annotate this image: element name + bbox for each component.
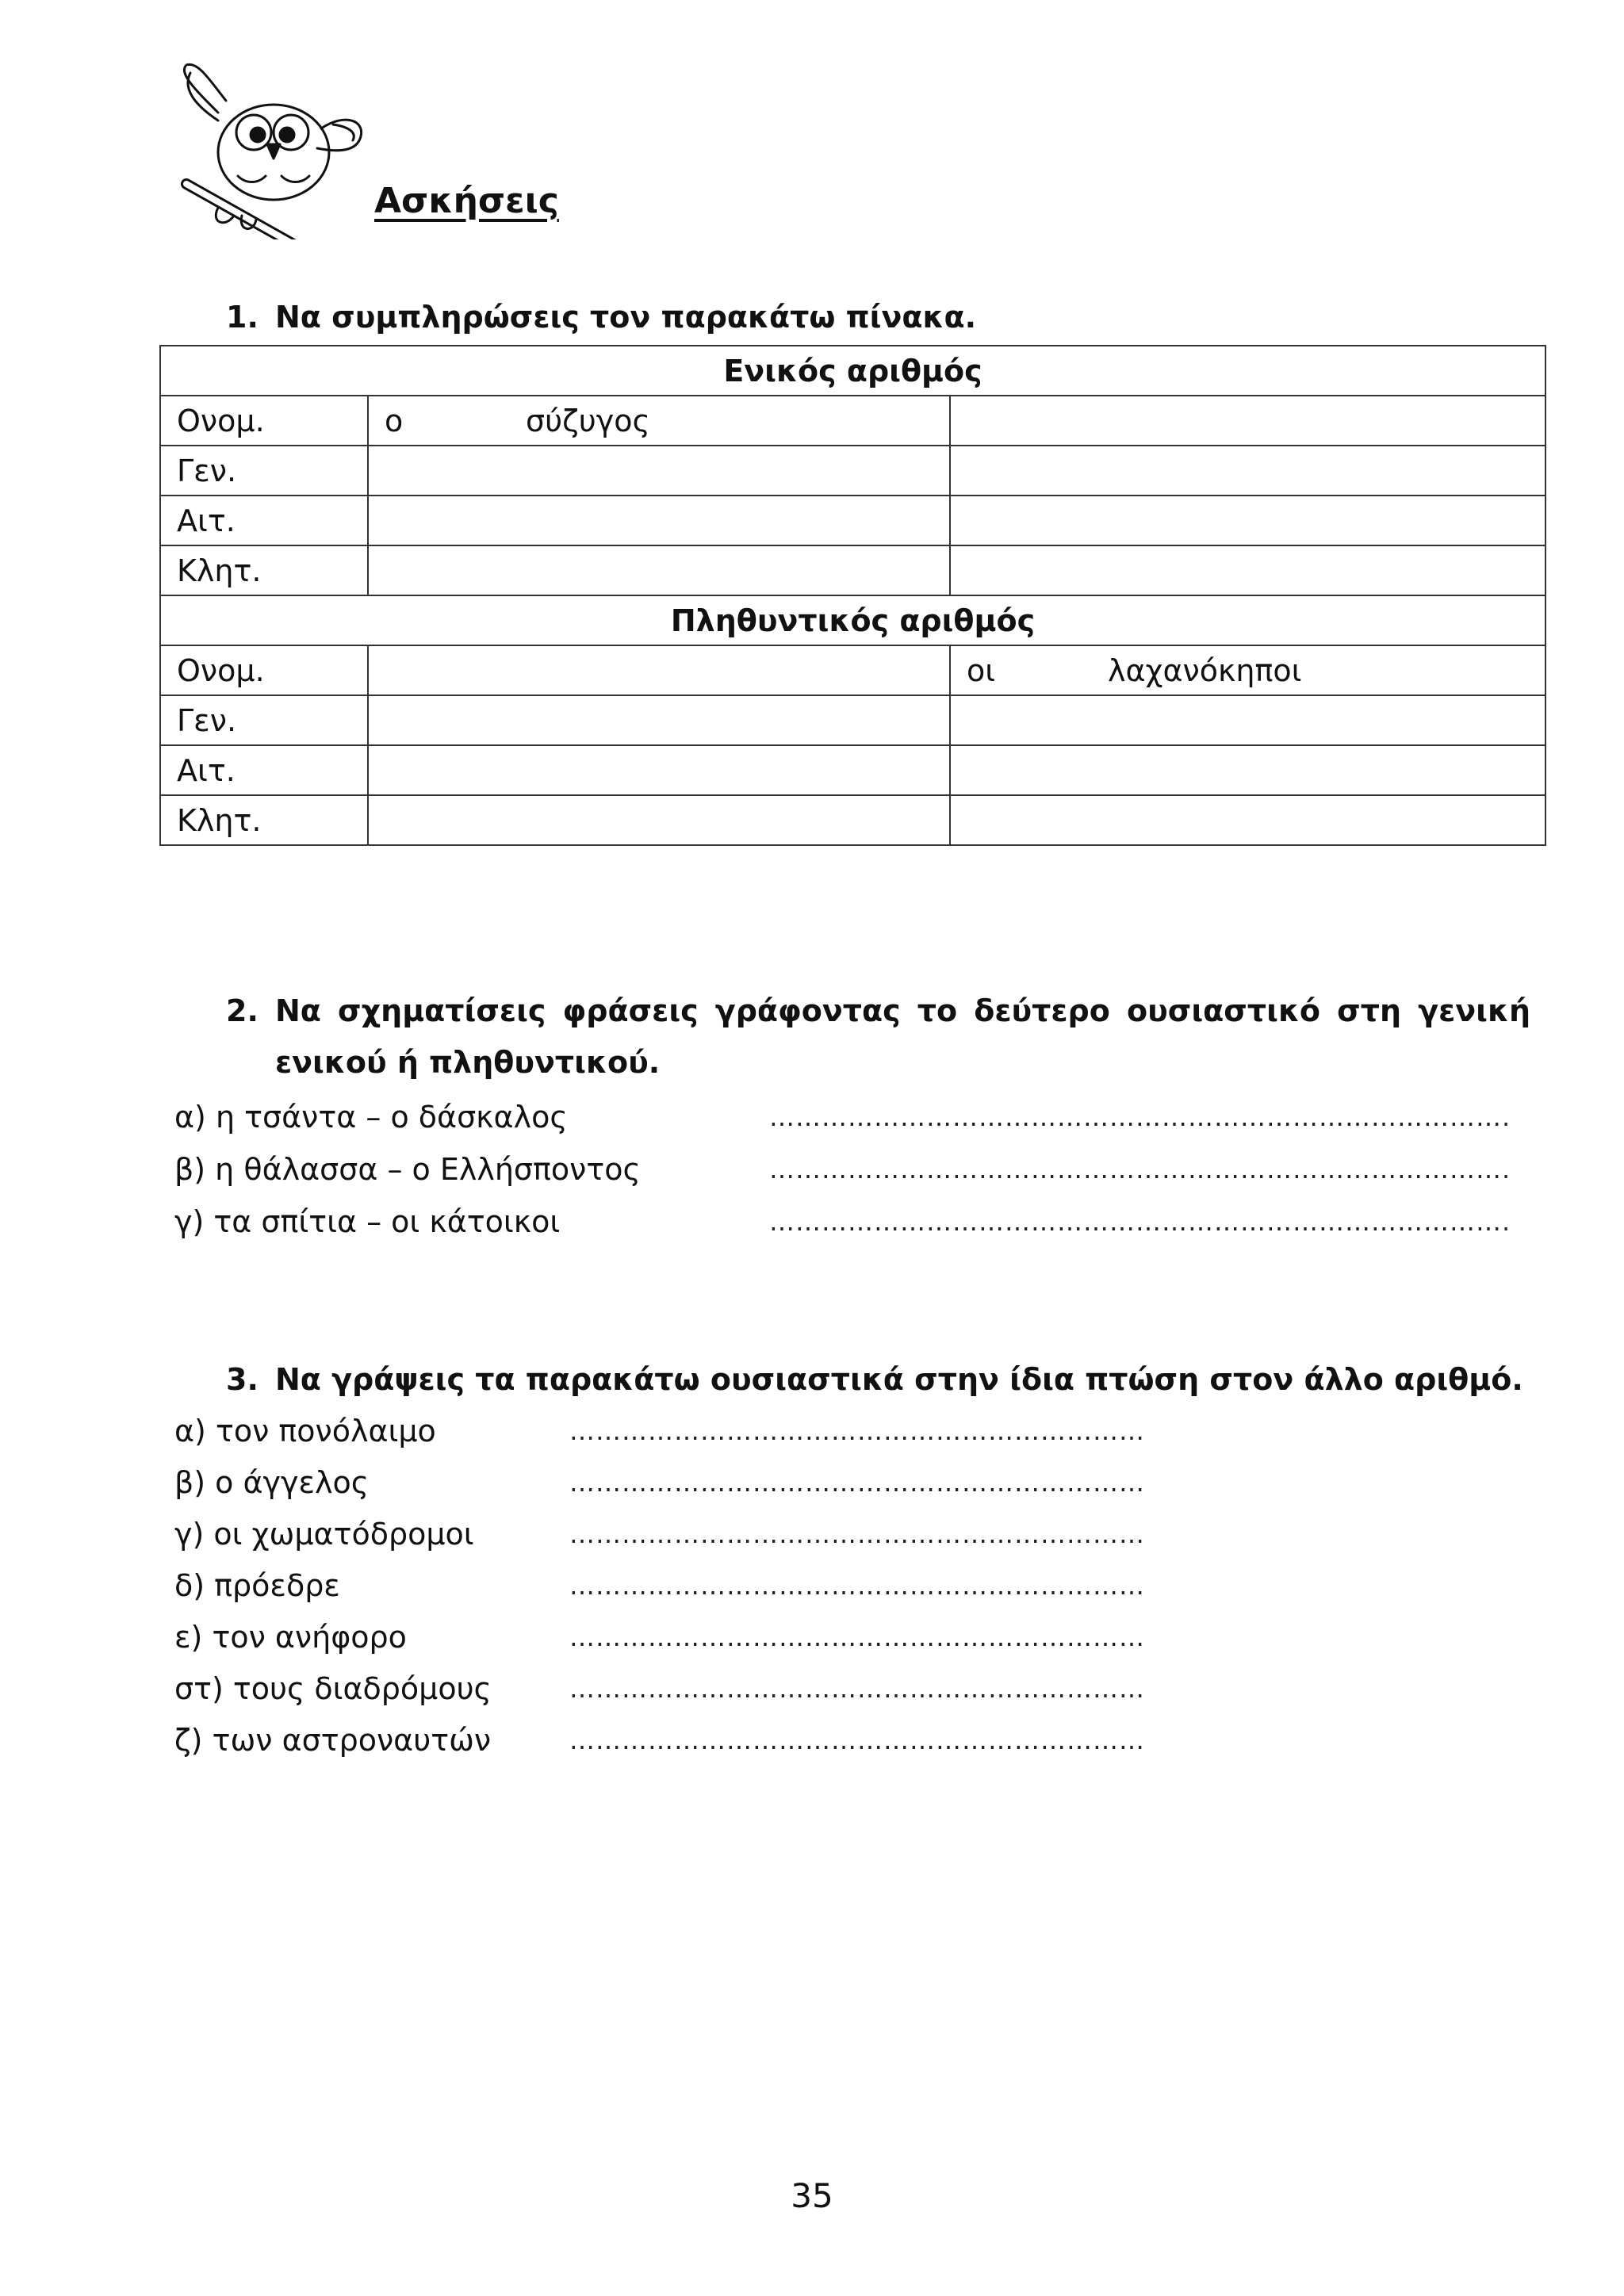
exercise-2-instruction-cont: ενικού ή πληθυντικού. [275, 1045, 661, 1080]
case-label: Ονομ. [160, 645, 368, 695]
answer-cell[interactable] [950, 745, 1545, 795]
plural-header-row [160, 595, 1545, 645]
singular-header-row [160, 346, 1545, 396]
answer-cell[interactable] [368, 795, 950, 845]
exercise-3-item-e: ε) τον ανήφορο [174, 1620, 407, 1655]
exercise-2-item-c: γ) τα σπίτια – οι κάτοικοι [174, 1204, 561, 1239]
table-row [160, 645, 1545, 695]
exercise-3-instruction: 3. Να γράψεις τα παρακάτω ουσιαστικά στην ίδια πτώση στον άλλο αριθμό. [226, 1362, 1523, 1397]
answer-cell[interactable] [950, 695, 1545, 745]
answer-cell[interactable] [950, 545, 1545, 595]
exercise-2-number: 2. [226, 993, 259, 1028]
answer-cell[interactable]: ο σύζυγος [368, 396, 950, 446]
case-label: Γεν. [160, 446, 368, 496]
answer-line[interactable]: …………………………………………………………………………. [769, 1102, 1511, 1132]
case-label: Αιτ. [160, 496, 368, 545]
table-row [160, 745, 1545, 795]
exercise-2-item-a: α) η τσάντα – ο δάσκαλος [174, 1100, 568, 1135]
answer-cell[interactable]: οι λαχανόκηποι [950, 645, 1545, 695]
page-title: Ασκήσεις [374, 181, 559, 221]
answer-cell[interactable] [950, 795, 1545, 845]
exercise-1-instruction: 1. Να συμπληρώσεις τον παρακάτω πίνακα. [226, 300, 977, 335]
answer-line[interactable]: ………………………………………………………… [569, 1571, 1145, 1601]
exercise-3-number: 3. [226, 1362, 259, 1397]
case-label: Ονομ. [160, 396, 368, 446]
case-label: Αιτ. [160, 745, 368, 795]
table-row [160, 695, 1545, 745]
answer-cell[interactable] [368, 545, 950, 595]
table-row [160, 446, 1545, 496]
exercise-3-item-d: δ) πρόεδρε [174, 1568, 340, 1603]
table-row [160, 545, 1545, 595]
exercise-2-item-b: β) η θάλασσα – ο Ελλήσποντος [174, 1152, 641, 1187]
case-label: Γεν. [160, 695, 368, 745]
exercise-2-instruction: 2. Να σχηματίσεις φράσεις γράφοντας το δεύτερο ουσιαστικό στη γενική [226, 993, 1530, 1028]
exercise-1-number: 1. [226, 300, 259, 335]
answer-cell[interactable] [368, 745, 950, 795]
answer-line[interactable]: ………………………………………………………… [569, 1674, 1145, 1704]
table-row [160, 496, 1545, 545]
page-number: 35 [791, 2176, 833, 2215]
answer-cell[interactable] [368, 645, 950, 695]
exercise-3-item-z: ζ) των αστροναυτών [174, 1723, 492, 1758]
answer-line[interactable]: …………………………………………………………………………. [769, 1154, 1511, 1184]
owl-with-pencil-icon [163, 57, 377, 239]
answer-line[interactable]: ………………………………………………………… [569, 1416, 1145, 1446]
table-row [160, 795, 1545, 845]
answer-line[interactable]: ………………………………………………………… [569, 1519, 1145, 1549]
answer-cell[interactable] [950, 496, 1545, 545]
exercise-3-item-c: γ) οι χωματόδρομοι [174, 1517, 474, 1552]
exercise-3-item-st: στ) τους διαδρόμους [174, 1671, 492, 1706]
answer-line[interactable]: ………………………………………………………… [569, 1725, 1145, 1755]
singular-header: Ενικός αριθμός [160, 346, 1545, 396]
answer-line[interactable]: …………………………………………………………………………. [769, 1207, 1511, 1237]
answer-cell[interactable] [950, 396, 1545, 446]
answer-cell[interactable] [368, 496, 950, 545]
declension-table [159, 345, 1546, 846]
exercise-3-item-a: α) τον πονόλαιμο [174, 1414, 436, 1448]
answer-cell[interactable] [950, 446, 1545, 496]
exercise-3-item-b: β) ο άγγελος [174, 1465, 370, 1500]
answer-line[interactable]: ………………………………………………………… [569, 1468, 1145, 1498]
answer-cell[interactable] [368, 446, 950, 496]
plural-header: Πληθυντικός αριθμός [160, 595, 1545, 645]
case-label: Κλητ. [160, 795, 368, 845]
case-label: Κλητ. [160, 545, 368, 595]
answer-cell[interactable] [368, 695, 950, 745]
answer-line[interactable]: ………………………………………………………… [569, 1622, 1145, 1652]
table-row [160, 396, 1545, 446]
